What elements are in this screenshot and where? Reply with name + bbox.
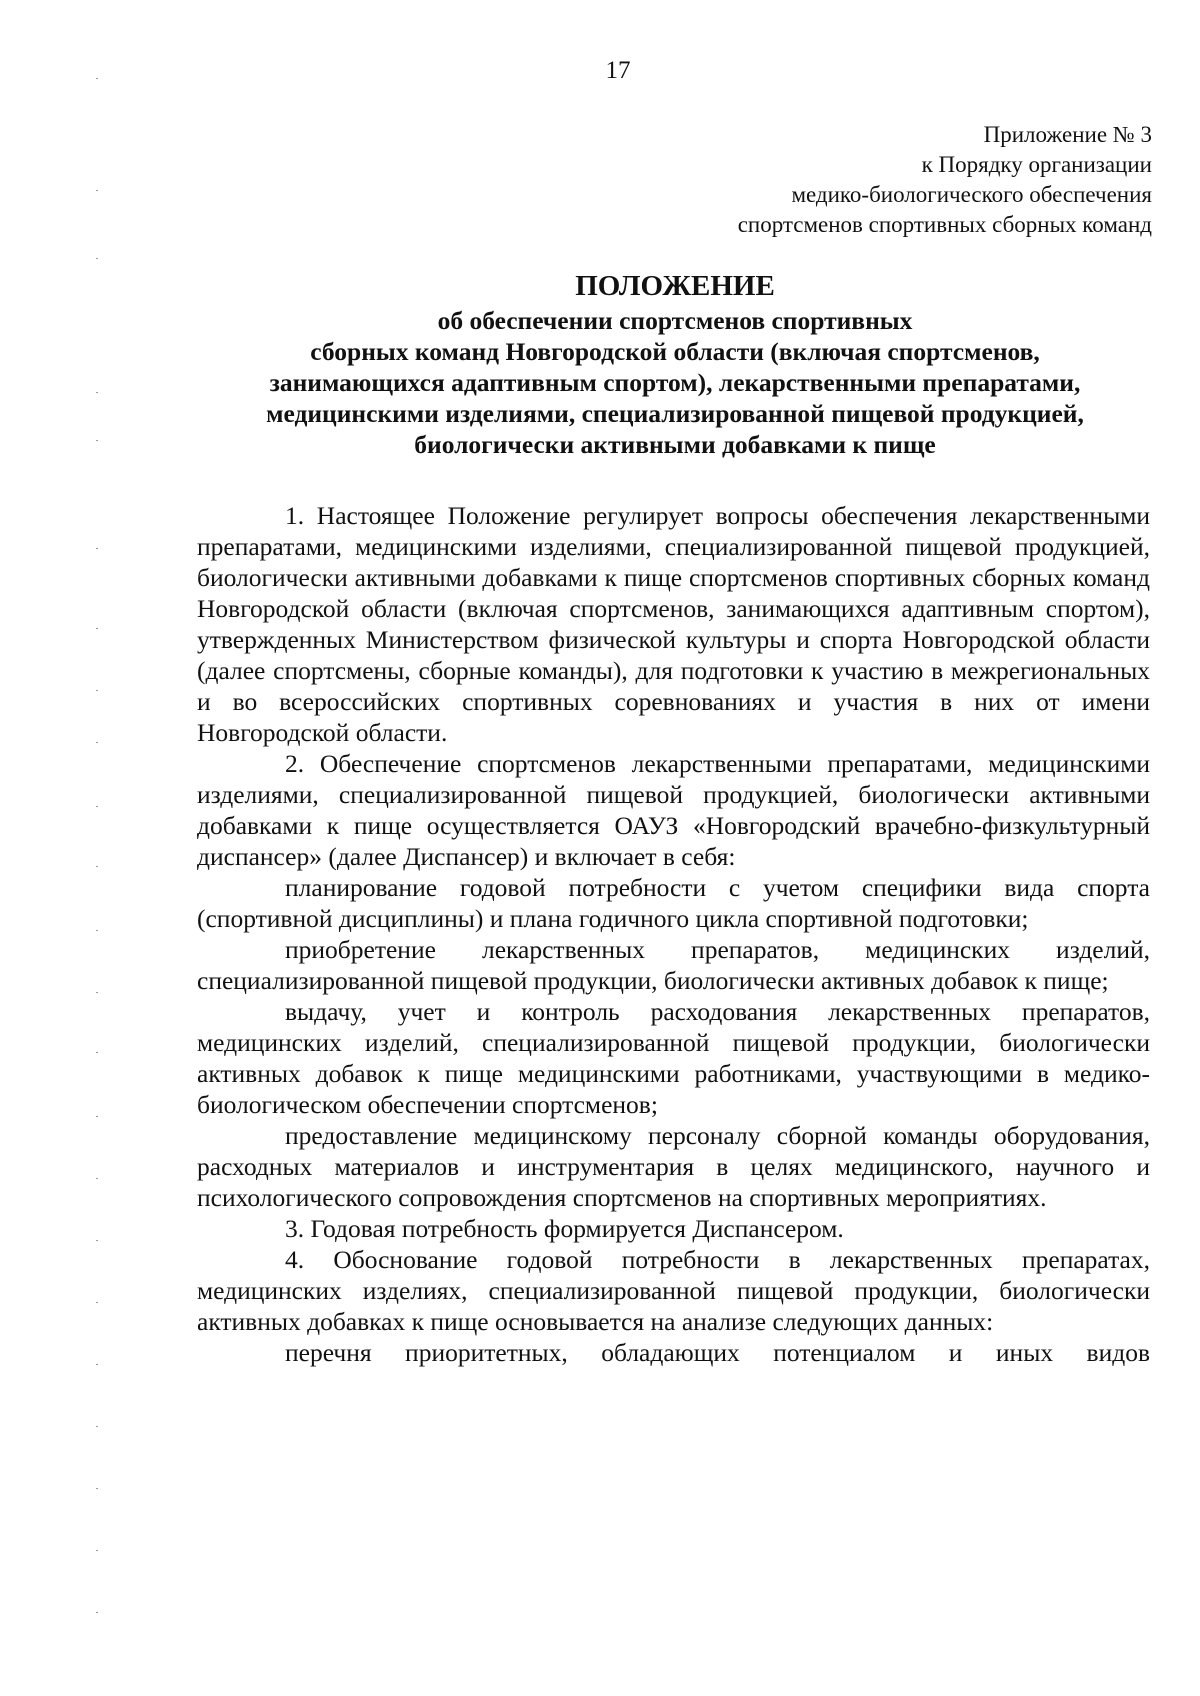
title-subline: об обеспечении спортсменов спортивных xyxy=(437,306,913,335)
paragraph-equipment: предоставление медицинскому персоналу сборной команды оборудования, расходных материалов и инструментария в целях медицинского, научного и психологического сопровождения спортсменов на спортивных мероприятиях. xyxy=(197,1121,1150,1212)
scan-margin-marks xyxy=(96,0,100,1696)
document-title xyxy=(170,268,1180,460)
paragraph-1: 1. Настоящее Положение регулирует вопросы обеспечения лекарственными препаратами, медицинскими изделиями, специализированной пищевой продукцией, биологически активными добавками к пище спортсменов спортивных сборных команд Новгородской области (включая спортсменов, занимающихся адаптивным спортом), утвержденных Министерством физической культуры и спорта Новгородской области (далее спортсмены, сборные команды), для подготовки к участию в межрегиональных и во всероссийских спортивных соревнованиях и участия в них от имени Новгородской области. xyxy=(197,501,1150,747)
paragraph-list-start: перечня приоритетных, обладающих потенциалом и иных видов xyxy=(285,1338,1150,1367)
paragraph-acquisition: приобретение лекарственных препаратов, медицинских изделий, специализированной пищевой продукции, биологически активных добавок к пище; xyxy=(197,935,1150,995)
title-main: ПОЛОЖЕНИЕ xyxy=(575,270,775,302)
appendix-reference xyxy=(592,120,1152,240)
appendix-line: спортсменов спортивных сборных команд xyxy=(737,212,1152,237)
paragraph-3: 3. Годовая потребность формируется Диспансером. xyxy=(285,1214,844,1243)
title-subline: медицинскими изделиями, специализированной пищевой продукцией, xyxy=(266,399,1084,428)
title-subline: занимающихся адаптивным спортом), лекарственными препаратами, xyxy=(269,368,1081,397)
paragraph-4: 4. Обоснование годовой потребности в лекарственных препаратах, медицинских изделиях, специализированной пищевой продукции, биологически активных добавках к пище основывается на анализе следующих данных: xyxy=(197,1245,1150,1336)
title-subline: биологически активными добавками к пище xyxy=(414,430,936,459)
paragraph-2: 2. Обеспечение спортсменов лекарственными препаратами, медицинскими изделиями, специализированной пищевой продукцией, биологически активными добавками к пище осуществляется ОАУЗ «Новгородский врачебно-физкультурный диспансер» (далее Диспансер) и включает в себя: xyxy=(197,749,1150,871)
paragraph-distribution: выдачу, учет и контроль расходования лекарственных препаратов, медицинских изделий, специализированной пищевой продукции, биологически активных добавок к пище медицинскими работниками, участвующими в медико-биологическом обеспечении спортсменов; xyxy=(197,997,1150,1119)
document-body xyxy=(197,500,1150,1368)
title-subline: сборных команд Новгородской области (включая спортсменов, xyxy=(310,337,1040,366)
page-number: 17 xyxy=(605,57,631,84)
appendix-line: к Порядку организации xyxy=(921,152,1152,177)
appendix-line: медико-биологического обеспечения xyxy=(791,182,1152,207)
appendix-line: Приложение № 3 xyxy=(983,122,1152,147)
paragraph-planning: планирование годовой потребности с учетом специфики вида спорта (спортивной дисциплины) и плана годичного цикла спортивной подготовки; xyxy=(197,873,1150,933)
